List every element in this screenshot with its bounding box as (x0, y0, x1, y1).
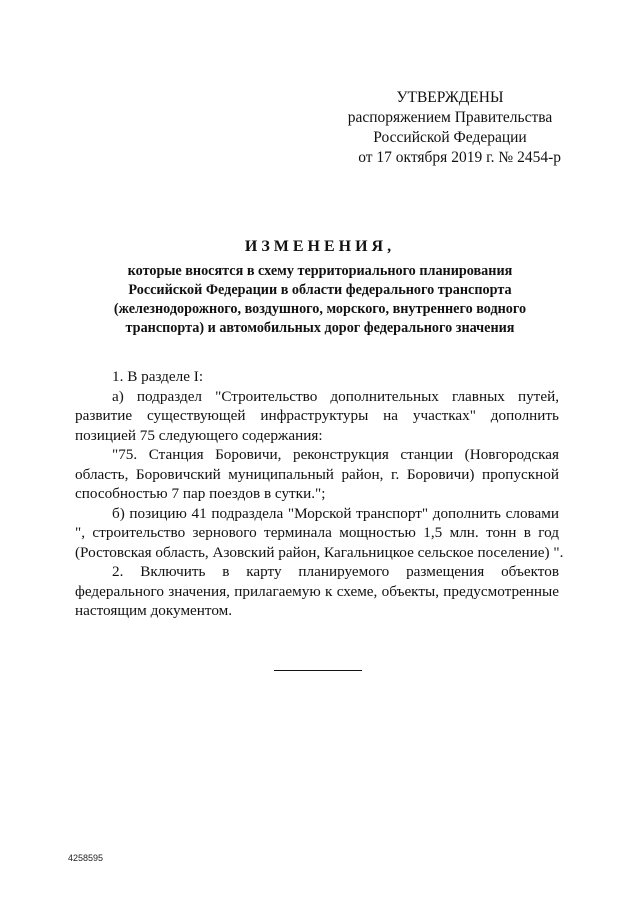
document-body (75, 367, 564, 621)
paragraph-position-75 (75, 445, 559, 504)
end-of-document-rule (274, 670, 362, 671)
paragraph-line: развитие существующей инфраструктуры на участках" дополнить (75, 407, 559, 424)
paragraph-subsection-a (75, 387, 559, 446)
approval-authority: Российской Федерации (373, 129, 527, 146)
approval-heading: УТВЕРЖДЕНЫ (396, 89, 504, 106)
paragraph-line: (Ростовская область, Азовский район, Кагальницкое сельское поселение) ". (75, 543, 564, 561)
paragraph-line: б) позицию 41 подраздела "Морской транспорт" дополнить словами (112, 504, 559, 522)
paragraph-line: ", строительство зернового терминала мощностью 1,5 млн. тонн в год (75, 524, 559, 541)
approval-date: от 17 октября 2019 г. № 2454-р (358, 149, 561, 166)
subtitle-line: (железнодорожного, воздушного, морского, внутреннего водного (113, 301, 527, 317)
approval-issuer: распоряжением Правительства (347, 109, 553, 126)
paragraph-line: область, Боровичский муниципальный район, г. Боровичи) пропускной (75, 465, 559, 483)
document-number: 4258595 (68, 853, 104, 863)
paragraph-line: 1. В разделе I: (112, 368, 204, 385)
paragraph-subsection-b (75, 504, 564, 563)
paragraph-line: способностью 7 пар поездов в сутки."; (75, 485, 326, 502)
approval-block (300, 88, 600, 168)
subtitle-line: транспорта) и автомобильных дорог федерального значения (125, 320, 515, 336)
paragraph-line: а) подраздел "Строительство дополнительных главных путей, (112, 387, 559, 405)
paragraph-section-1 (75, 367, 559, 387)
document-title: ИЗМЕНЕНИЯ, (244, 238, 396, 255)
subtitle-line: Российской Федерации в области федерального транспорта (128, 282, 512, 298)
subtitle-line: которые вносятся в схему территориального планирования (127, 263, 513, 279)
paragraph-section-2 (75, 562, 559, 621)
paragraph-line: настоящим документом. (75, 602, 233, 619)
document-subtitle (90, 262, 550, 338)
paragraph-line: 2. Включить в карту планируемого размещения объектов (112, 563, 559, 580)
paragraph-line: позицией 75 следующего содержания: (75, 426, 323, 444)
paragraph-line: "75. Станция Боровичи, реконструкция станции (Новгородская (112, 446, 559, 463)
paragraph-line: федерального значения, прилагаемую к схеме, объекты, предусмотренные (75, 582, 559, 600)
